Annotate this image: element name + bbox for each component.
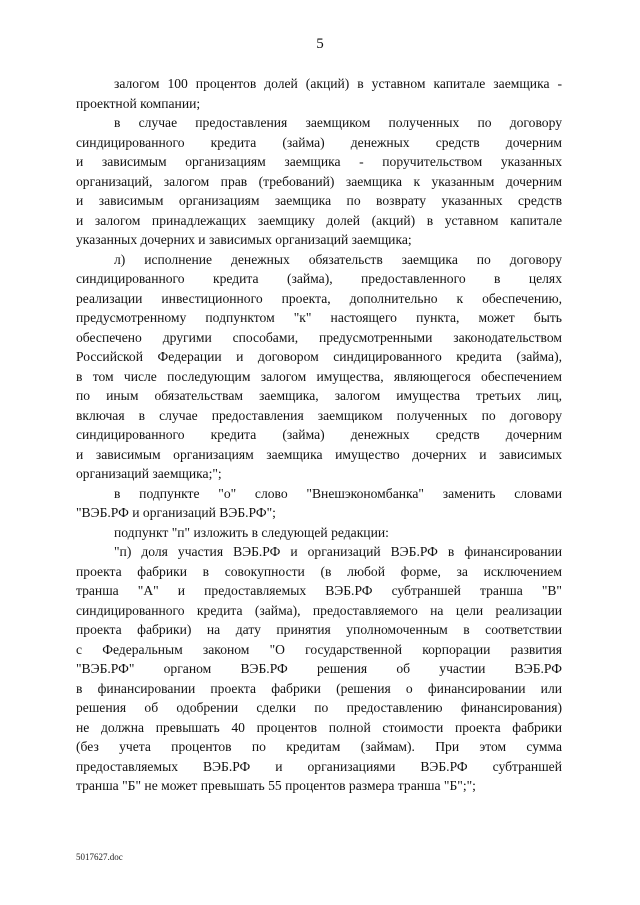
text-line: по иным обязательствам заемщика, залогом имущества третьих лиц, — [76, 388, 562, 403]
text-line: предусмотренному подпунктом "к" настоящего пункта, может быть — [76, 310, 562, 325]
text-line: и зависимым организациям заемщика имущество дочерних и зависимых — [76, 446, 562, 462]
paragraph — [76, 250, 562, 484]
text-line: транша "Б" не может превышать 55 процентов размера транша "Б";"; — [76, 778, 476, 793]
text-line: в случае предоставления заемщиком полученных по договору — [114, 115, 562, 130]
paragraph — [76, 74, 562, 113]
text-line: организаций, залогом прав (требований) заемщика к указанным дочерним — [76, 173, 562, 189]
text-line: "п) доля участия ВЭБ.РФ и организаций ВЭБ.РФ в финансировании — [114, 544, 562, 559]
text-line: предоставляемых ВЭБ.РФ и организациями ВЭБ.РФ субтраншей — [76, 758, 562, 774]
paragraph — [76, 484, 562, 523]
text-line: и зависимым организациям заемщика - поручительством указанных — [76, 154, 562, 169]
paragraph — [76, 113, 562, 250]
text-line: указанных дочерних и зависимых организаций заемщика; — [76, 232, 412, 247]
text-line: проекта фабрики) на дату принятия уполномоченным в соответствии — [76, 622, 562, 637]
text-line: проектной компании; — [76, 95, 201, 111]
text-line: и зависимым организациям заемщика по возврату указанных средств — [76, 193, 562, 208]
text-line: (без учета процентов по кредитам (займам). При этом сумма — [76, 739, 562, 754]
text-line: л) исполнение денежных обязательств заемщика по договору — [114, 251, 562, 267]
text-line: синдицированного кредита (займа), предоставляемого на цели реализации — [76, 602, 562, 618]
text-line: синдицированного кредита (займа) денежных средств дочерним — [76, 134, 562, 150]
text-line: залогом 100 процентов долей (акций) в уставном капитале заемщика - — [114, 76, 562, 91]
document-body — [76, 74, 562, 796]
text-line: организаций заемщика;"; — [76, 466, 222, 481]
text-line: "ВЭБ.РФ и организаций ВЭБ.РФ"; — [76, 505, 276, 520]
text-line: и залогом принадлежащих заемщику долей (акций) в уставном капитале — [76, 212, 562, 228]
text-line: Российской Федерации и договором синдицированного кредита (займа), — [76, 349, 562, 364]
text-line: подпункт "п" изложить в следующей редакции: — [114, 524, 389, 540]
text-line: реализации инвестиционного проекта, дополнительно к обеспечению, — [76, 290, 562, 306]
text-line: транша "А" и предоставляемых ВЭБ.РФ субтраншей транша "В" — [76, 583, 562, 598]
text-line: с Федеральным законом "О государственной корпорации развития — [76, 641, 562, 657]
text-line: "ВЭБ.РФ" органом ВЭБ.РФ решения об участии ВЭБ.РФ — [76, 661, 562, 676]
text-line: проекта фабрики в совокупности (в любой форме, за исключением — [76, 563, 562, 579]
text-line: в том числе последующим залогом имущества, являющегося обеспечением — [76, 368, 562, 384]
text-line: не должна превышать 40 процентов полной стоимости проекта фабрики — [76, 719, 562, 735]
paragraph — [76, 542, 562, 796]
paragraph — [76, 523, 562, 543]
text-line: обеспечено другими способами, предусмотренными законодательством — [76, 329, 562, 345]
text-line: включая в случае предоставления заемщиком полученных по договору — [76, 407, 562, 423]
text-line: в финансировании проекта фабрики (решения о финансировании или — [76, 680, 562, 696]
footer-filename: 5017627.doc — [76, 852, 123, 862]
text-line: синдицированного кредита (займа) денежных средств дочерним — [76, 427, 562, 442]
text-line: синдицированного кредита (займа), предоставленного в целях — [76, 271, 562, 286]
text-line: в подпункте "о" слово "Внешэкономбанка" заменить словами — [114, 485, 562, 501]
page-number: 5 — [316, 36, 324, 52]
text-line: решения об одобрении сделки по предоставлению финансирования) — [76, 700, 562, 715]
